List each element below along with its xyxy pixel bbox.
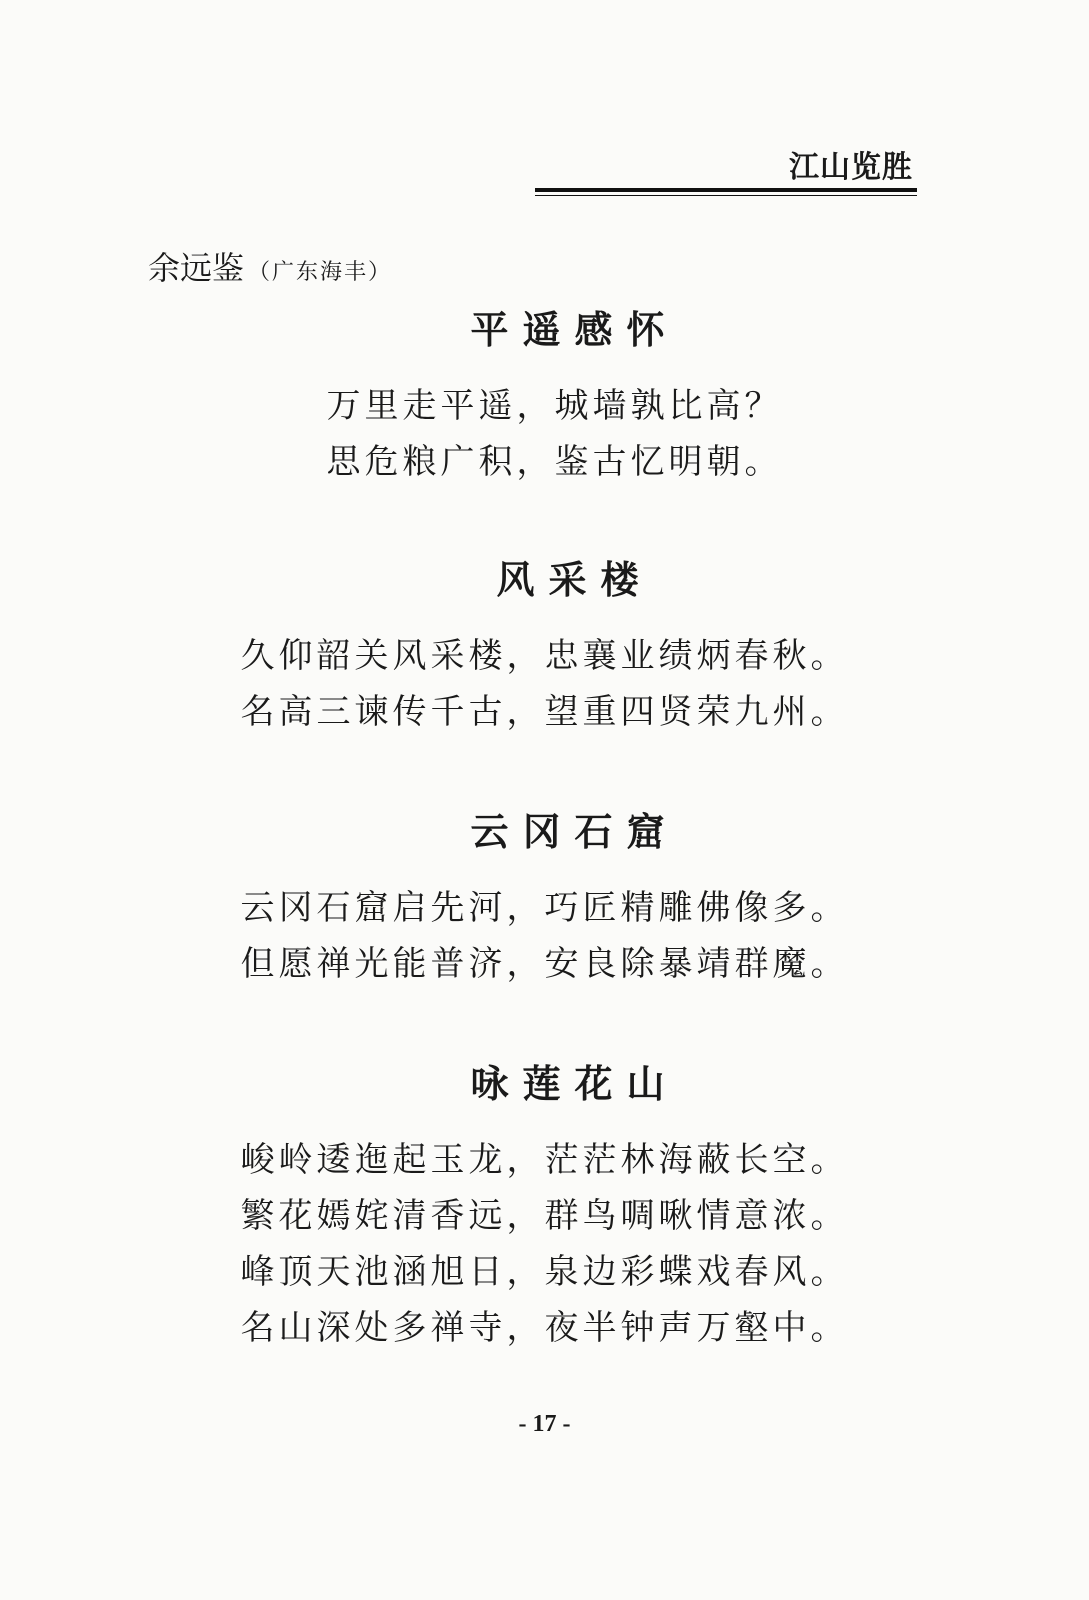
poem-title: 云冈石窟 — [470, 810, 679, 854]
author-line — [148, 248, 392, 293]
poem-body — [0, 1132, 1089, 1356]
poem — [0, 808, 1089, 992]
poem-line: 万里走平遥，城墙孰比高？ — [326, 386, 783, 426]
poem-body — [0, 880, 1089, 992]
poem-line: 久仰韶关风采楼，忠襄业绩炳春秋。 — [240, 636, 849, 676]
poem-title: 平遥感怀 — [470, 308, 679, 352]
poem-title: 咏莲花山 — [470, 1062, 679, 1106]
poem-line: 峻岭逶迤起玉龙，茫茫林海蔽长空。 — [240, 1140, 849, 1180]
running-header — [535, 148, 917, 192]
poem — [0, 556, 1089, 740]
poem-line: 繁花嫣姹清香远，群鸟啁啾情意浓。 — [240, 1196, 849, 1236]
poem-line: 云冈石窟启先河，巧匠精雕佛像多。 — [240, 888, 849, 928]
poem-body — [0, 378, 1089, 490]
section-title: 江山览胜 — [789, 150, 913, 185]
poem — [0, 306, 1089, 490]
poem-line: 名高三谏传千古，望重四贤荣九州。 — [240, 692, 849, 732]
poem — [0, 1060, 1089, 1356]
author-name: 余远鉴 — [148, 249, 245, 287]
poem-title: 风采楼 — [496, 558, 653, 602]
poem-line: 峰顶天池涵旭日，泉边彩蝶戏春风。 — [240, 1252, 849, 1292]
author-region: （广东海丰） — [248, 260, 393, 285]
header-rule — [535, 188, 917, 192]
poem-line: 但愿禅光能普济，安良除暴靖群魔。 — [240, 944, 849, 984]
page-number: - 17 - — [518, 1411, 571, 1437]
poem-line: 思危粮广积，鉴古忆明朝。 — [326, 442, 783, 482]
poem-line: 名山深处多禅寺，夜半钟声万壑中。 — [240, 1308, 849, 1348]
poem-body — [0, 628, 1089, 740]
